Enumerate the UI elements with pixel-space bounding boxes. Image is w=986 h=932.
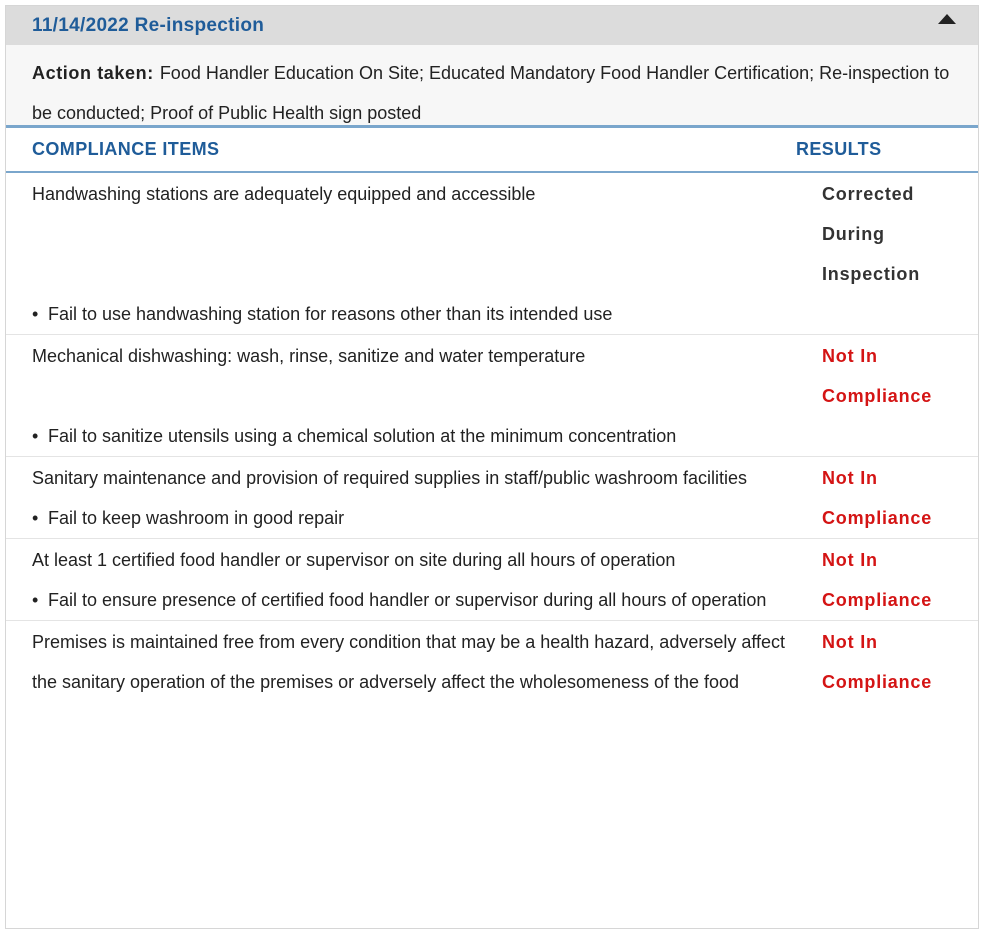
action-taken-section [6,45,978,128]
compliance-item-text: Mechanical dishwashing: wash, rinse, sanitize and water temperature [32,346,586,366]
compliance-item-text: Handwashing stations are adequately equipped and accessible [32,184,536,204]
compliance-item-text: Sanitary maintenance and provision of required supplies in staff/public washroom facilities [32,468,748,488]
violation-detail-text: Fail to ensure presence of certified food handler or supervisor during all hours of operation [48,590,767,610]
compliance-item-text: At least 1 certified food handler or supervisor on site during all hours of operation [32,550,676,570]
action-taken-text: Food Handler Education On Site; Educated Mandatory Food Handler Certification; Re-inspection to be conducted; Proof of Public Health sign posted [32,63,950,123]
bullet-icon [32,580,48,620]
compliance-item-text: Premises is maintained free from every condition that may be a health hazard, adversely affect the sanitary operation of the premises or adversely affect the wholesomeness of the food [32,632,786,692]
inspection-title: 11/14/2022 Re-inspection [32,14,265,36]
table-row [6,457,978,539]
violation-detail [32,580,802,620]
bullet-icon [32,416,48,456]
compliance-item-cell [6,540,822,620]
violation-detail [32,498,802,538]
violation-detail-text: Fail to use handwashing station for reasons other than its intended use [48,304,613,324]
compliance-item-cell [6,336,822,456]
compliance-item-cell [6,458,822,538]
compliance-table-body [6,173,978,702]
result-cell: Not In Compliance [822,632,933,692]
results-column-header: RESULTS [796,139,882,159]
table-row [6,173,978,335]
compliance-item-cell [6,622,822,702]
violation-detail [32,294,802,334]
violation-detail [32,416,802,456]
result-cell: Not In Compliance [822,468,933,528]
result-cell: Not In Compliance [822,346,933,406]
violation-detail-text: Fail to keep washroom in good repair [48,508,345,528]
compliance-item-cell [6,174,822,334]
inspection-header[interactable] [6,6,978,45]
table-row [6,539,978,621]
inspection-panel [5,5,979,929]
action-taken-label: Action taken: [32,63,154,83]
result-cell: Corrected During Inspection [822,184,921,284]
compliance-table-header [6,128,978,173]
table-row [6,621,978,702]
bullet-icon [32,498,48,538]
result-cell: Not In Compliance [822,550,933,610]
compliance-items-column-header: COMPLIANCE ITEMS [32,139,220,159]
violation-detail-text: Fail to sanitize utensils using a chemical solution at the minimum concentration [48,426,677,446]
table-row [6,335,978,457]
collapse-arrow-up-icon[interactable] [938,14,956,24]
bullet-icon [32,294,48,334]
